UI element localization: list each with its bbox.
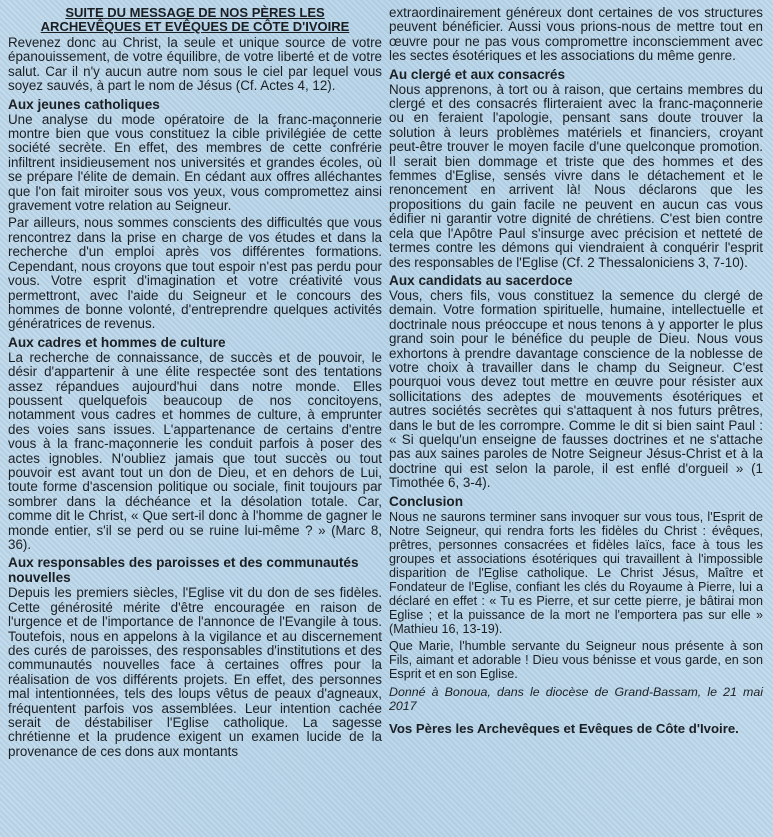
heading-jeunes: Aux jeunes catholiques <box>8 96 160 112</box>
document-title <box>8 6 382 34</box>
responsables-paragraph-1: Depuis les premiers siècles, l'Eglise vit du don de ses fidèles. Cette générosité mérite d'être encouragée en raison de l'urgence et de l'importance de l'annonce de l'Evangile à tous. Toutefois, nous en appelons à la vigilance et au discernement des curés de paroisses, des responsables d'institutions et des communautés nouvelles face à certaines offres pour la réalisation de vos différents projets. En effet, des personnes mal intentionnées, tels des loups vêtus de peaux d'agneaux, fréquentent parfois vos assemblées. Leur intention cachée serait de déstabiliser l'Eglise catholique. La sagesse chrétienne et la prudence exigent un examen lucide de la provenance de ces dons aux montants <box>8 585 382 759</box>
signature: Vos Pères les Archevêques et Evêques de Côte d'Ivoire. <box>389 720 739 736</box>
left-column <box>8 6 382 762</box>
intro-paragraph: Revenez donc au Christ, la seule et unique source de votre épanouissement, de votre équilibre, de votre liberté et de votre salut. Car il n'y aucun autre nom sous le ciel par lequel vous soyez sauvés, à part le nom de Jésus (Cf. Actes 4, 12). <box>8 35 382 94</box>
conclusion-paragraph-2: Que Marie, l'humble servante du Seigneur nous présente à son Fils, aimant et adorable ! Dieu vous bénisse et vous garde, en son Esprit et en son Eglise. <box>389 638 763 681</box>
right-column <box>389 6 763 736</box>
place-and-date: Donné à Bonoua, dans le diocèse de Grand-Bassam, le 21 mai 2017 <box>389 684 763 713</box>
heading-responsables: Aux responsables des paroisses et des communautés nouvelles <box>8 555 359 586</box>
conclusion-paragraph-1: Nous ne saurons terminer sans invoquer sur vous tous, l'Esprit de Notre Seigneur, qui rendra forts les fidèles du Christ : évêques, prêtres, personnes consacrées et fidèles laïcs, face à tous les groupes et associations ésotériques qui travaillent à l'impossible disparition de l'Eglise catholique. Le Christ Jésus, Maître et Fondateur de l'Eglise, confiant les clés du Royaume à Pierre, lui a déclaré en effet : « Tu es Pierre, et sur cette pierre, je bâtirai mon Eglise ; et la puissance de la mort ne l'emportera pas sur elle » (Mathieu 16, 13-19). <box>389 509 763 636</box>
title-line-1: SUITE DU MESSAGE DE NOS PÈRES LES <box>65 5 325 20</box>
heading-clerge: Au clergé et aux consacrés <box>389 66 566 82</box>
jeunes-paragraph-2: Par ailleurs, nous sommes conscients des difficultés que vous rencontrez dans la prise en charge de vos études et dans la recherche d'un emploi après vos différentes formations. Cependant, nous croyons que tout espoir n'est pas perdu pour vous. Votre esprit d'imagination et votre créativité vous permettront, avec l'aide du Seigneur et le concours des hommes de bonne volonté, d'entreprendre quelques activités génératrices de revenus. <box>8 215 382 332</box>
cadres-paragraph-1: La recherche de connaissance, de succès et de pouvoir, le désir d'appartenir à une élite respectée sont des tentations assez répandues aujourd'hui dans notre monde. Elles poussent quelquefois beaucoup de nos concitoyens, notamment vous cadres et hommes de culture, à emprunter des voies sans issues. L'appartenance de certains d'entre vous à la franc-maçonnerie les conduit parfois à poser des actes ignobles. N'oubliez jamais que tout succès ou tout pouvoir est avant tout un don de Dieu, et en dehors de Lui, toute forme d'ascension politique ou sociale, finit toujours par sombrer dans la déchéance et la désolation totale. Car, comme dit le Christ, « Que sert-il donc à l'homme de gagner le monde entier, s'il se perd ou se ruine lui-même ? » (Marc 8, 36). <box>8 349 382 552</box>
clerge-paragraph-1: Nous apprenons, à tort ou à raison, que certains membres du clergé et des consacrés flirteraient avec la franc-maçonnerie ou en feraient l'apologie, pensant sans doute trouver la solution à leurs problèmes matériels et financiers, croyant peut-être trouver le moyen facile d'une quelconque promotion. Il serait bien dommage et triste que des hommes et des femmes d'Eglise, sensés vivre dans le détachement et le renoncement en arrivent là! Nous déclarons que les propositions du gain facile ne peuvent en aucun cas vous édifier ni garantir votre dignité de chrétiens. C'est bien contre cela que l'Apôtre Paul s'insurge avec précision et netteté de termes contre les démons qui viendraient à conquérir l'esprit des responsables de l'Eglise (Cf. 2 Thessaloniciens 3, 7-10). <box>389 81 763 270</box>
jeunes-paragraph-1: Une analyse du mode opératoire de la franc-maçonnerie montre bien que vous constituez la cible privilégiée de cette société secrète. En effet, des membres de cette confrérie infiltrent insidieusement nos universités et grandes écoles, où se prépare l'élite de demain. En cédant aux offres alléchantes que l'on fait miroiter sous vos yeux, vous compromettez ainsi gravement votre relation au Seigneur. <box>8 111 382 214</box>
candidats-paragraph-1: Vous, chers fils, vous constituez la semence du clergé de demain. Votre formation spirituelle, humaine, intellectuelle et doctrinale nous préoccupe et nous tenons à y apporter le plus grand soin pour le bénéfice du peuple de Dieu. Nous vous exhortons à prendre davantage conscience de la noblesse de votre choix à travailler dans le champ du Seigneur. C'est pourquoi vous devez tout mettre en œuvre pour résister aux sollicitations des adeptes de mouvements ésotériques et autres sociétés secrètes qui s'attaquent à nos futurs prêtres, dans le but de les corrompre. Comme le dit si bien saint Paul : « Si quelqu'un enseigne de fausses doctrines et ne s'attache pas aux saines paroles de Notre Seigneur Jésus-Christ et à la doctrine qui est selon la parole, il est enflé d'orgueil » (1 Timothée 6, 3-4). <box>389 287 763 491</box>
title-line-2: ARCHEVÊQUES ET EVÊQUES DE CÔTE D'IVOIRE <box>40 19 350 34</box>
heading-conclusion: Conclusion <box>389 493 464 509</box>
responsables-paragraph-1-continued: extraordinairement généreux dont certaines de vos structures peuvent bénéficier. Aussi vous prions-nous de mettre tout en œuvre pour ne pas vous compromettre inconsciemment avec les sectes ésotériques et les associations du même genre. <box>389 5 763 64</box>
heading-candidats: Aux candidats au sacerdoce <box>389 272 573 288</box>
heading-cadres: Aux cadres et hommes de culture <box>8 334 226 350</box>
